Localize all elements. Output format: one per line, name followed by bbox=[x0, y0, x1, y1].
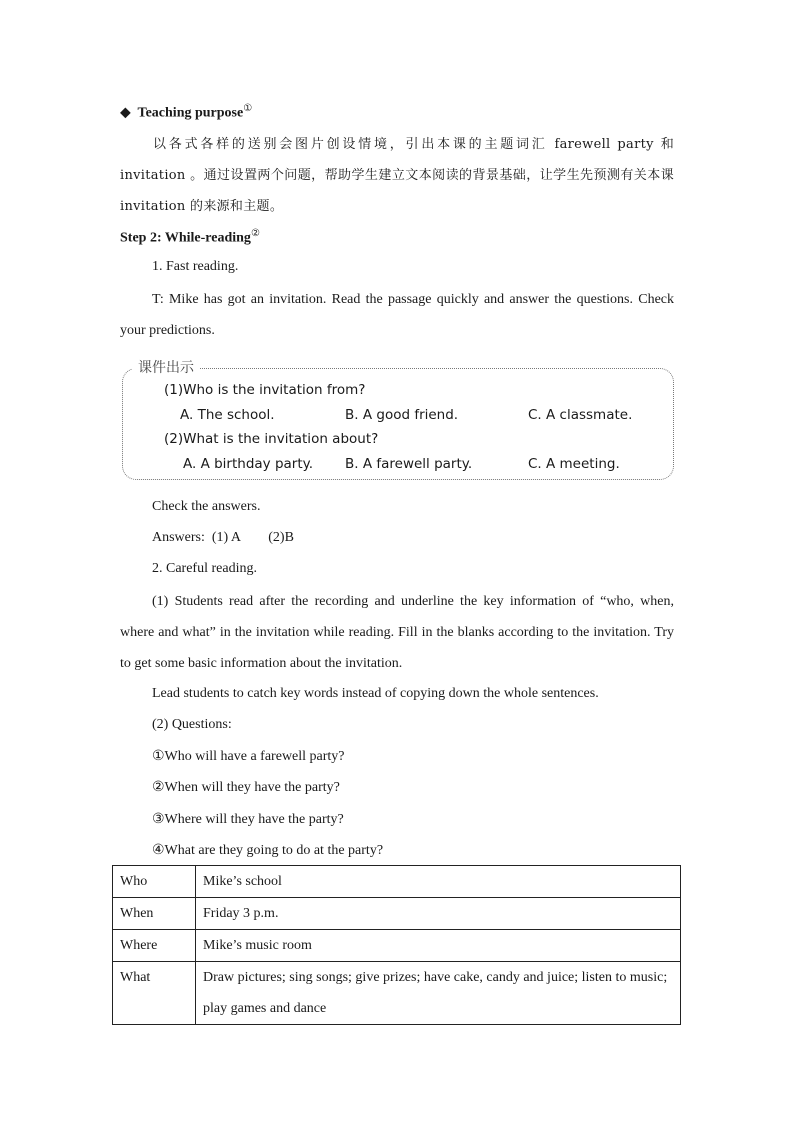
diamond-bullet-icon: ◆ bbox=[120, 105, 131, 121]
questions-title: (2) Questions: bbox=[152, 717, 232, 732]
answers-line: Answers: (1) A (2)B bbox=[152, 530, 294, 545]
q1-option-c: C. A classmate. bbox=[528, 407, 633, 423]
table-key: What bbox=[113, 962, 196, 1025]
q2-option-b: B. A farewell party. bbox=[345, 456, 473, 472]
table-row bbox=[113, 962, 681, 1025]
step-heading bbox=[120, 228, 260, 247]
table-key: Where bbox=[113, 930, 196, 962]
careful-reading-label: 2. Careful reading. bbox=[152, 561, 257, 576]
question-item: ④What are they going to do at the party? bbox=[152, 843, 384, 858]
question-item: ①Who will have a farewell party? bbox=[152, 749, 345, 764]
table-value: Mike’s music room bbox=[196, 930, 681, 962]
table-value: Mike’s school bbox=[196, 866, 681, 898]
table-row bbox=[113, 930, 681, 962]
step-title: Step 2: While-reading bbox=[120, 230, 251, 246]
table-value: Friday 3 p.m. bbox=[196, 898, 681, 930]
question-2: (2)What is the invitation about? bbox=[164, 431, 379, 447]
teaching-purpose-paragraph: 以各式各样的送别会图片创设情境，引出本课的主题词汇 farewell party 和 invitation 。通过设置两个问题，帮助学生建立文本阅读的背景基础，让学生先预测有关本课 invitation 的来源和主题。 bbox=[120, 137, 674, 214]
q1-option-a: A. The school. bbox=[180, 407, 275, 423]
fast-reading-label: 1. Fast reading. bbox=[152, 259, 239, 274]
question-item: ③Where will they have the party? bbox=[152, 812, 344, 827]
table-row bbox=[113, 898, 681, 930]
teaching-purpose-title: Teaching purpose bbox=[137, 105, 244, 121]
table-key: When bbox=[113, 898, 196, 930]
teaching-purpose-heading bbox=[120, 103, 252, 122]
table-value: Draw pictures; sing songs; give prizes; have cake, candy and juice; listen to music; play games and dance bbox=[196, 962, 681, 1025]
table-row bbox=[113, 866, 681, 898]
check-answers: Check the answers. bbox=[152, 499, 261, 514]
footnote-marker: ① bbox=[243, 103, 253, 114]
q2-option-a: A. A birthday party. bbox=[183, 456, 313, 472]
q2-option-c: C. A meeting. bbox=[528, 456, 620, 472]
footnote-marker: ② bbox=[250, 228, 260, 239]
question-1: (1)Who is the invitation from? bbox=[164, 382, 366, 398]
instruction-paragraph: T: Mike has got an invitation. Read the passage quickly and answer the questions. Check your predictions. bbox=[120, 292, 674, 338]
invitation-info-table bbox=[112, 865, 681, 1025]
table-key: Who bbox=[113, 866, 196, 898]
q1-option-b: B. A good friend. bbox=[345, 407, 459, 423]
lead-sentence: Lead students to catch key words instead of copying down the whole sentences. bbox=[152, 686, 599, 701]
question-item: ②When will they have the party? bbox=[152, 780, 340, 795]
courseware-label: 课件出示 bbox=[132, 357, 200, 377]
task-1-paragraph: (1) Students read after the recording and underline the key information of “who, when, where and what” in the invitation while reading. Fill in the blanks according to the invitation. Try to get some basic information about the invitation. bbox=[120, 594, 674, 671]
